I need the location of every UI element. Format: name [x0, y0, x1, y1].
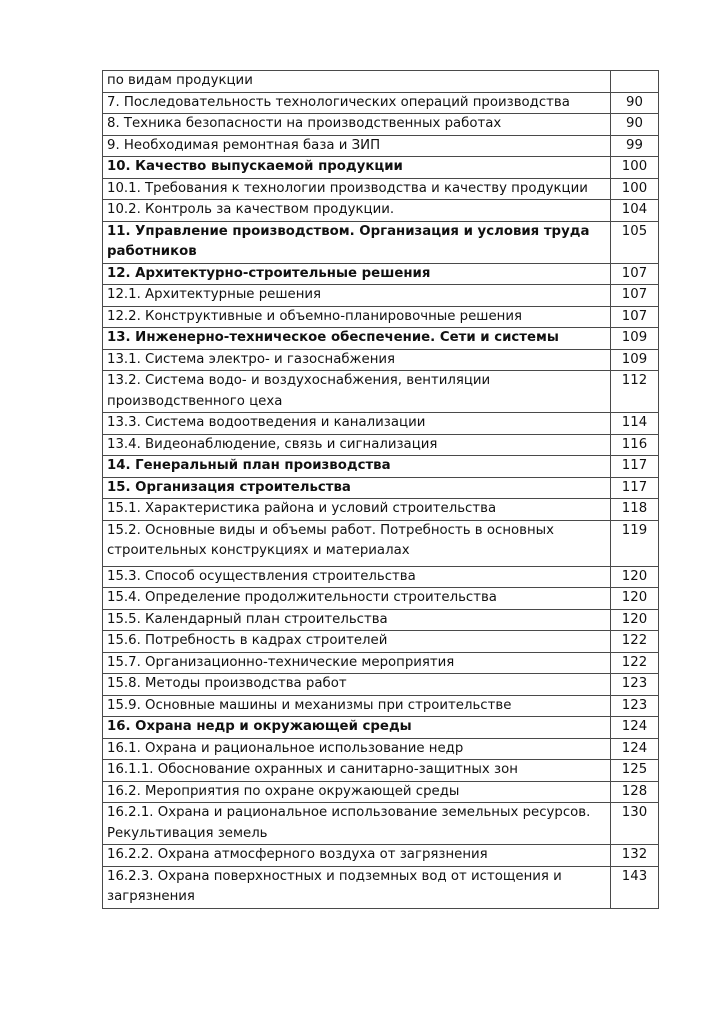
toc-entry-title: 12.1. Архитектурные решения — [103, 285, 611, 307]
toc-row — [103, 781, 659, 803]
toc-row — [103, 349, 659, 371]
toc-section-row — [103, 263, 659, 285]
toc-entry-page: 114 — [611, 413, 659, 435]
toc-entry-title: 16.2. Мероприятия по охране окружающей среды — [103, 781, 611, 803]
toc-entry-title: 15.2. Основные виды и объемы работ. Потребность в основных строительных конструкциях и материалах — [103, 520, 611, 566]
toc-entry-title: 16.1. Охрана и рациональное использование недр — [103, 738, 611, 760]
toc-entry-page: 104 — [611, 200, 659, 222]
toc-row — [103, 92, 659, 114]
toc-row — [103, 200, 659, 222]
toc-entry-page: 123 — [611, 674, 659, 696]
toc-entry-title: 16.2.3. Охрана поверхностных и подземных вод от истощения и загрязнения — [103, 866, 611, 908]
toc-section-title: 13. Инженерно-техническое обеспечение. Сети и системы — [103, 328, 611, 350]
toc-entry-page: 116 — [611, 434, 659, 456]
toc-entry-title: 16.1.1. Обоснование охранных и санитарно-защитных зон — [103, 760, 611, 782]
toc-entry-title: 13.1. Система электро- и газоснабжения — [103, 349, 611, 371]
toc-entry-page: 112 — [611, 371, 659, 413]
toc-section-title: 14. Генеральный план производства — [103, 456, 611, 478]
toc-entry-page: 125 — [611, 760, 659, 782]
toc-entry-page: 107 — [611, 285, 659, 307]
toc-row — [103, 760, 659, 782]
toc-entry-page: 122 — [611, 631, 659, 653]
toc-entry-page: 124 — [611, 717, 659, 739]
toc-section-row — [103, 456, 659, 478]
toc-entry-title: 13.2. Система водо- и воздухоснабжения, вентиляции производственного цеха — [103, 371, 611, 413]
toc-section-row — [103, 157, 659, 179]
toc-row — [103, 652, 659, 674]
toc-entry-title: 15.1. Характеристика района и условий строительства — [103, 499, 611, 521]
toc-entry-page: 119 — [611, 520, 659, 566]
toc-entry-title: 12.2. Конструктивные и объемно-планировочные решения — [103, 306, 611, 328]
toc-entry-title: 15.7. Организационно-технические мероприятия — [103, 652, 611, 674]
toc-row — [103, 866, 659, 908]
toc-row — [103, 178, 659, 200]
toc-row — [103, 306, 659, 328]
toc-entry-title: 9. Необходимая ремонтная база и ЗИП — [103, 135, 611, 157]
toc-entry-page: 117 — [611, 477, 659, 499]
toc-row — [103, 285, 659, 307]
toc-entry-page: 143 — [611, 866, 659, 908]
toc-entry-page — [611, 71, 659, 93]
toc-section-title: 10. Качество выпускаемой продукции — [103, 157, 611, 179]
toc-entry-page: 105 — [611, 221, 659, 263]
toc-entry-page: 122 — [611, 652, 659, 674]
toc-entry-page: 130 — [611, 803, 659, 845]
toc-row — [103, 499, 659, 521]
toc-section-title: 12. Архитектурно-строительные решения — [103, 263, 611, 285]
toc-row — [103, 566, 659, 588]
toc-row — [103, 695, 659, 717]
toc-entry-page: 120 — [611, 588, 659, 610]
toc-row — [103, 631, 659, 653]
toc-section-title: 16. Охрана недр и окружающей среды — [103, 717, 611, 739]
toc-entry-page: 120 — [611, 609, 659, 631]
toc-entry-page: 123 — [611, 695, 659, 717]
toc-entry-title: 16.2.1. Охрана и рациональное использование земельных ресурсов. Рекультивация земель — [103, 803, 611, 845]
toc-row — [103, 71, 659, 93]
toc-row — [103, 803, 659, 845]
toc-entry-page: 90 — [611, 114, 659, 136]
toc-row — [103, 674, 659, 696]
toc-entry-title: по видам продукции — [103, 71, 611, 93]
toc-entry-title: 15.5. Календарный план строительства — [103, 609, 611, 631]
toc-row — [103, 371, 659, 413]
toc-row — [103, 520, 659, 566]
toc-section-row — [103, 717, 659, 739]
toc-entry-title: 13.4. Видеонаблюдение, связь и сигнализация — [103, 434, 611, 456]
toc-entry-page: 118 — [611, 499, 659, 521]
toc-entry-title: 15.9. Основные машины и механизмы при строительстве — [103, 695, 611, 717]
toc-row — [103, 738, 659, 760]
toc-row — [103, 609, 659, 631]
toc-row — [103, 434, 659, 456]
toc-section-title: 11. Управление производством. Организация и условия труда работников — [103, 221, 611, 263]
table-of-contents — [102, 70, 659, 909]
toc-section-row — [103, 477, 659, 499]
toc-section-row — [103, 221, 659, 263]
toc-row — [103, 588, 659, 610]
toc-row — [103, 845, 659, 867]
toc-entry-title: 15.8. Методы производства работ — [103, 674, 611, 696]
toc-entry-title: 15.6. Потребность в кадрах строителей — [103, 631, 611, 653]
toc-entry-title: 8. Техника безопасности на производственных работах — [103, 114, 611, 136]
toc-entry-page: 120 — [611, 566, 659, 588]
toc-entry-page: 109 — [611, 328, 659, 350]
toc-entry-page: 107 — [611, 306, 659, 328]
toc-entry-title: 15.3. Способ осуществления строительства — [103, 566, 611, 588]
toc-entry-page: 109 — [611, 349, 659, 371]
toc-entry-page: 107 — [611, 263, 659, 285]
toc-row — [103, 413, 659, 435]
toc-entry-title: 16.2.2. Охрана атмосферного воздуха от загрязнения — [103, 845, 611, 867]
toc-entry-title: 10.2. Контроль за качеством продукции. — [103, 200, 611, 222]
toc-section-row — [103, 328, 659, 350]
toc-section-title: 15. Организация строительства — [103, 477, 611, 499]
toc-entry-page: 100 — [611, 178, 659, 200]
toc-entry-page: 132 — [611, 845, 659, 867]
toc-entry-title: 15.4. Определение продолжительности строительства — [103, 588, 611, 610]
toc-entry-page: 128 — [611, 781, 659, 803]
toc-entry-title: 10.1. Требования к технологии производства и качеству продукции — [103, 178, 611, 200]
toc-entry-page: 100 — [611, 157, 659, 179]
toc-entry-page: 124 — [611, 738, 659, 760]
toc-entry-page: 117 — [611, 456, 659, 478]
toc-entry-page: 90 — [611, 92, 659, 114]
toc-entry-title: 7. Последовательность технологических операций производства — [103, 92, 611, 114]
toc-entry-title: 13.3. Система водоотведения и канализации — [103, 413, 611, 435]
toc-row — [103, 135, 659, 157]
toc-row — [103, 114, 659, 136]
toc-entry-page: 99 — [611, 135, 659, 157]
